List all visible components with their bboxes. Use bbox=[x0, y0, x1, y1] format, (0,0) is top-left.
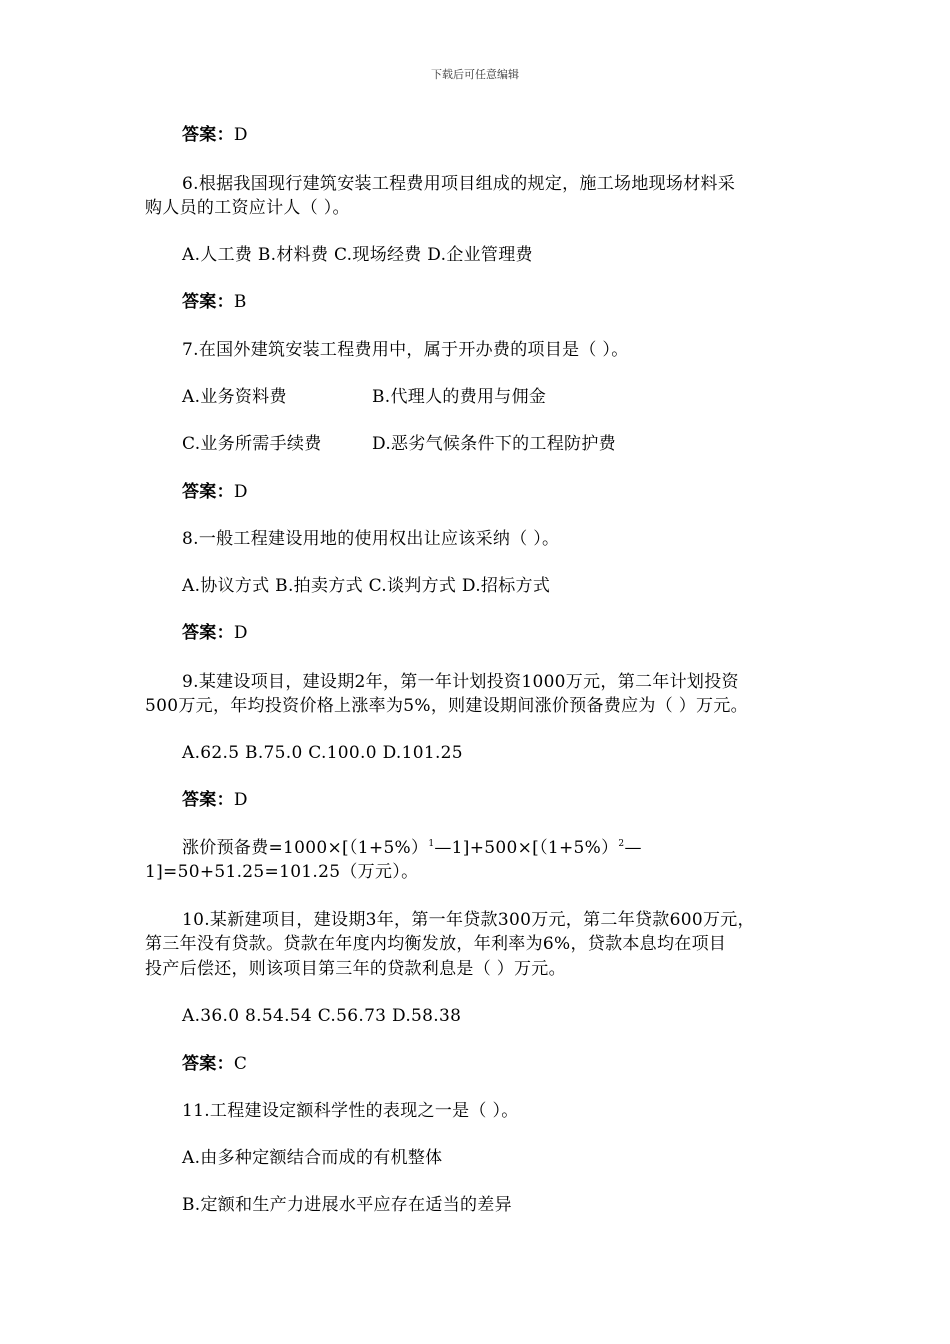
question-10-line-1: 10.某新建项目，建设期3年，第一年贷款300万元，第二年贷款600万元， bbox=[182, 910, 755, 930]
question-10-line-2: 第三年没有贷款。贷款在年度内均衡发放，年利率为6%，贷款本息均在项目 bbox=[145, 934, 727, 954]
question-6-line-2: 购人员的工资应计人（ ）。 bbox=[145, 198, 350, 218]
question-9-calculation-line-2: 1]=50+51.25=101.25（万元）。 bbox=[145, 862, 419, 882]
question-7-option-d: D.恶劣气候条件下的工程防护费 bbox=[372, 434, 616, 454]
answer-label: 答案： bbox=[182, 623, 234, 643]
answer-line bbox=[182, 1052, 247, 1076]
answer-value: D bbox=[233, 125, 248, 145]
answer-value: D bbox=[233, 790, 248, 810]
question-9-line-2: 500万元，年均投资价格上涨率为5%，则建设期间涨价预备费应为（ ）万元。 bbox=[145, 696, 748, 716]
answer-line bbox=[182, 480, 248, 504]
question-7-option-b: B.代理人的费用与佣金 bbox=[372, 387, 547, 407]
question-8-line-1: 8.一般工程建设用地的使用权出让应该采纳（ ）。 bbox=[182, 529, 560, 549]
page-header: 下载后可任意编辑 bbox=[431, 68, 519, 81]
calc-part-1: 涨价预备费=1000×[（1+5%） bbox=[182, 838, 429, 858]
answer-line bbox=[182, 290, 247, 314]
answer-value: D bbox=[233, 623, 248, 643]
answer-label: 答案： bbox=[182, 125, 234, 145]
question-10-line-3: 投产后偿还，则该项目第三年的贷款利息是（ ）万元。 bbox=[145, 959, 566, 979]
answer-label: 答案： bbox=[182, 292, 234, 312]
question-10-options: A.36.0 8.54.54 C.56.73 D.58.38 bbox=[182, 1006, 462, 1026]
answer-label: 答案： bbox=[182, 790, 234, 810]
question-6-line-1: 6.根据我国现行建筑安装工程费用项目组成的规定，施工场地现场材料采 bbox=[182, 174, 736, 194]
question-7-option-c: C.业务所需手续费 bbox=[182, 434, 322, 454]
answer-value: C bbox=[233, 1054, 248, 1074]
calc-part-2: —1]+500×[（1+5%） bbox=[434, 838, 619, 858]
question-8-options: A.协议方式 B.拍卖方式 C.谈判方式 D.招标方式 bbox=[182, 576, 551, 596]
question-7-option-a: A.业务资料费 bbox=[182, 387, 287, 407]
answer-line bbox=[182, 621, 248, 645]
question-11-option-a: A.由多种定额结合而成的有机整体 bbox=[182, 1148, 443, 1168]
answer-value: B bbox=[233, 292, 247, 312]
question-9-line-1: 9.某建设项目，建设期2年，第一年计划投资1000万元，第二年计划投资 bbox=[182, 672, 739, 692]
answer-label: 答案： bbox=[182, 1054, 234, 1074]
question-11-line-1: 11.工程建设定额科学性的表现之一是（ ）。 bbox=[182, 1101, 519, 1121]
calc-exponent-2: 2 bbox=[618, 839, 625, 849]
question-9-calculation-line-1 bbox=[182, 836, 642, 860]
answer-label: 答案： bbox=[182, 482, 234, 502]
answer-line bbox=[182, 123, 248, 147]
answer-line bbox=[182, 788, 248, 812]
question-9-options: A.62.5 B.75.0 C.100.0 D.101.25 bbox=[182, 743, 463, 763]
question-11-option-b: B.定额和生产力进展水平应存在适当的差异 bbox=[182, 1195, 512, 1215]
question-7-line-1: 7.在国外建筑安装工程费用中，属于开办费的项目是（ ）。 bbox=[182, 340, 629, 360]
calc-exponent-1: 1 bbox=[428, 839, 435, 849]
question-6-options: A.人工费 B.材料费 C.现场经费 D.企业管理费 bbox=[182, 245, 533, 265]
calc-part-3: — bbox=[624, 838, 642, 858]
answer-value: D bbox=[233, 482, 248, 502]
